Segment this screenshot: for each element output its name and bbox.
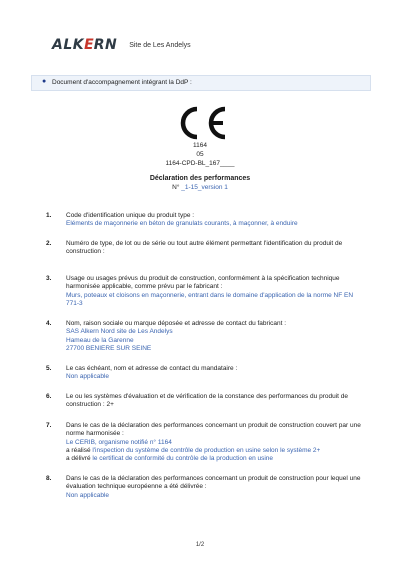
item-question: Dans le cas de la déclaration des performances concernant un produit de construction couvert par une norme harmonisée : [66,422,361,438]
logo-text-end: RN [93,37,118,53]
item-number: 2. [46,240,52,247]
item-answer: Eléments de maçonnerie en béton de granulats courants, à maçonner, à enduire [66,220,298,228]
accompanying-document-banner [31,75,371,91]
item-number: 1. [46,212,52,219]
item-number: 5. [46,365,52,372]
certificate-number: 1164-CPD-BL_167____ [165,160,235,167]
detail-answer: l'inspection du système de contrôle de production en usine selon le système 2+ [92,446,321,454]
banner-text: Document d'accompagnement intégrant la DdP : [52,78,192,86]
manufacturer-address-line: Hameau de la Garenne [66,336,134,344]
site-name: Site de Les Andelys [129,41,191,49]
item-answer: Non applicable [66,491,110,499]
notified-body-number: 1164 [193,142,207,149]
item-question: Usage ou usages prévus du produit de construction, conformément à la spécification technique harmonisée applicable, comme prévu par le fabricant : [66,275,340,291]
item-number: 3. [46,275,52,282]
logo-text-start: ALK [52,37,85,53]
bullet-icon: ● [42,78,47,85]
detail-answer: le certificat de conformité du contrôle de la production en usine [92,455,274,463]
detail-prefix: a réalisé [66,446,93,454]
item-question: Le cas échéant, nom et adresse de contact du mandataire : [66,365,238,372]
declaration-number [0,184,400,191]
item-question: Nom, raison sociale ou marque déposée et adresse de contact du fabricant : [66,320,287,327]
item-question: Numéro de type, de lot ou de série ou tout autre élément permettant l'identification du produit de construction : [66,240,343,256]
alkern-logo [52,37,117,53]
ce-year: 05 [196,151,204,158]
item-number: 8. [46,475,52,482]
logo-accent-letter: E [84,37,94,53]
item-question: Code d'identification unique du produit type : [66,212,195,219]
item-question: Le ou les systèmes d'évaluation et de vérification de la constance des performances du produit de construction : 2+ [66,393,348,409]
declaration-number-prefix: N° [172,184,182,191]
item-question: Dans le cas de la déclaration des performances concernant un produit de construction pour lequel une évaluation technique européenne a été délivrée : [66,475,361,491]
item-number: 4. [46,320,52,327]
item-answer: Non applicable [66,373,110,381]
item-detail-line [66,455,366,463]
header [52,37,191,53]
item-number: 6. [46,393,52,400]
item-number: 7. [46,422,52,429]
item-answer: Murs, poteaux et cloisons en maçonnerie, entrant dans le domaine d'application de la norme NF EN 771-3 [66,291,354,307]
detail-prefix: a délivré [66,455,93,463]
page-title: Déclaration des performances [149,175,251,182]
manufacturer-name: SAS Alkern Nord site de Les Andelys [66,328,173,336]
ce-mark-icon [170,105,230,141]
page-number: 1/2 [195,542,205,548]
declaration-number-value: _1-15_version 1 [181,184,228,191]
item-detail-line [66,447,366,455]
manufacturer-city: 27700 BENIERE SUR SEINE [66,344,152,352]
notified-body: Le CERIB, organisme notifié n° 1164 [66,438,172,446]
